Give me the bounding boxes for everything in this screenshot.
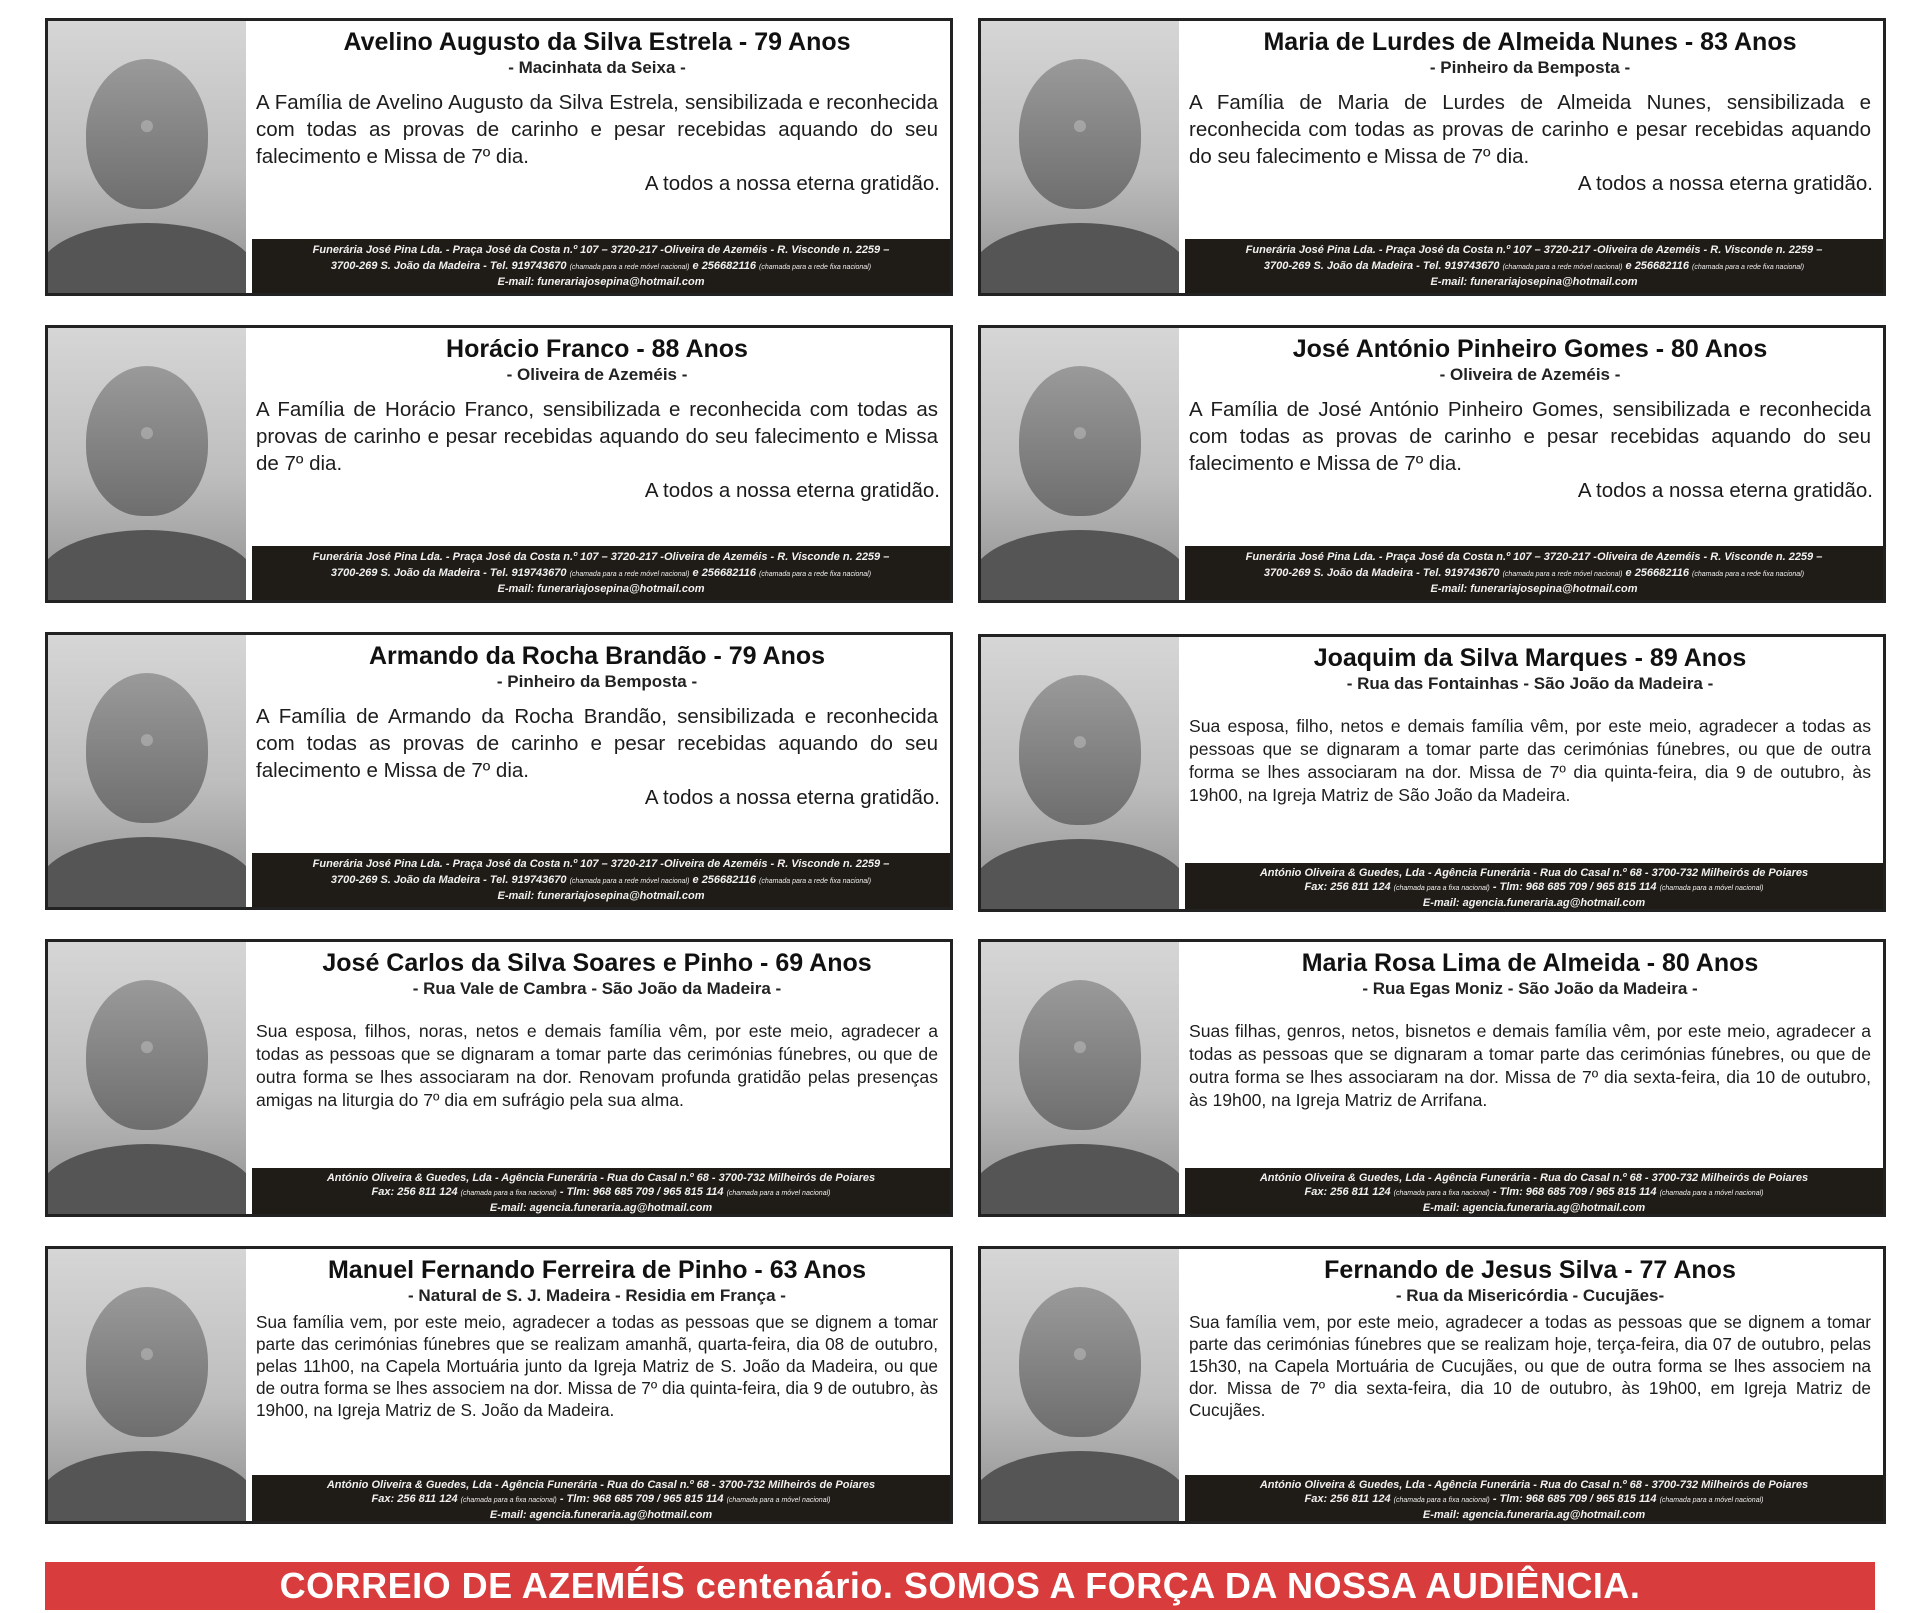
funeral-home-footer [252, 1475, 950, 1521]
obituary-card [978, 634, 1886, 912]
obituary-card [45, 18, 953, 296]
footer-address: António Oliveira & Guedes, Lda - Agência Funerária - Rua do Casal n.º 68 - 3700-732 Milheirós de Poiares [1259, 1479, 1809, 1491]
footer-address: Funerária José Pina Lda. - Praça José da Costa n.º 107 – 3720-217 -Oliveira de Azeméis - R. Visconde n. 2259 – [312, 551, 890, 563]
footer-address: António Oliveira & Guedes, Lda - Agência Funerária - Rua do Casal n.º 68 - 3700-732 Milheirós de Poiares [326, 1479, 876, 1491]
obituary-card [45, 1246, 953, 1524]
obituary-location: - Macinhata da Seixa - [508, 58, 686, 77]
obituary-text: A Família de Horácio Franco, sensibilizada e reconhecida com todas as provas de carinho e pesar recebidas aquando do seu falecimento e Missa de 7º dia. [256, 398, 938, 475]
funeral-home-footer [1185, 239, 1883, 293]
footer-phone: Fax: 256 811 124 (chamada para a fixa nacional) - Tlm: 968 685 709 / 965 815 114 (chamada para a móvel nacional) [1304, 1186, 1764, 1198]
footer-address: António Oliveira & Guedes, Lda - Agência Funerária - Rua do Casal n.º 68 - 3700-732 Milheirós de Poiares [1259, 867, 1809, 879]
obituary-text: A Família de Maria de Lurdes de Almeida Nunes, sensibilizada e reconhecida com todas as provas de carinho e pesar recebidas aquando do seu falecimento e Missa de 7º dia. [1189, 91, 1871, 168]
obituary-gratitude: A todos a nossa eterna gratidão. [644, 479, 940, 502]
person-icon: ● [138, 1337, 156, 1368]
person-icon: ● [1071, 109, 1089, 140]
obituary-card [978, 1246, 1886, 1524]
footer-phone: 3700-269 S. João da Madeira - Tel. 919743670 (chamada para a rede móvel nacional) e 256682116 (chamada para a rede fixa nacional) [330, 259, 872, 272]
footer-email: E-mail: funerariajosepina@hotmail.com [497, 890, 705, 902]
funeral-home-footer [252, 239, 950, 293]
footer-phone: Fax: 256 811 124 (chamada para a fixa nacional) - Tlm: 968 685 709 / 965 815 114 (chamada para a móvel nacional) [371, 1186, 831, 1198]
person-icon: ● [138, 109, 156, 140]
obituary-name: Horácio Franco - 88 Anos [446, 335, 748, 363]
footer-email: E-mail: agencia.funeraria.ag@hotmail.com [1422, 1202, 1646, 1214]
obituary-location: - Pinheiro da Bemposta - [496, 672, 698, 691]
obituary-gratitude: A todos a nossa eterna gratidão. [644, 786, 940, 809]
footer-phone: 3700-269 S. João da Madeira - Tel. 919743670 (chamada para a rede móvel nacional) e 256682116 (chamada para a rede fixa nacional) [330, 873, 872, 886]
obituary-gratitude: A todos a nossa eterna gratidão. [1577, 479, 1873, 502]
footer-address: Funerária José Pina Lda. - Praça José da Costa n.º 107 – 3720-217 -Oliveira de Azeméis - R. Visconde n. 2259 – [312, 858, 890, 870]
obituary-card [45, 325, 953, 603]
person-icon: ● [1071, 1337, 1089, 1368]
obituary-name: Manuel Fernando Ferreira de Pinho - 63 Anos [327, 1256, 867, 1284]
footer-email: E-mail: funerariajosepina@hotmail.com [1430, 276, 1638, 288]
portrait-photo [48, 1249, 246, 1521]
funeral-home-footer [1185, 863, 1883, 909]
footer-address: Funerária José Pina Lda. - Praça José da Costa n.º 107 – 3720-217 -Oliveira de Azeméis - R. Visconde n. 2259 – [1245, 551, 1823, 563]
portrait-photo [981, 1249, 1179, 1521]
obituary-card [978, 18, 1886, 296]
portrait-photo [981, 21, 1179, 293]
obituary-text: Sua família vem, por este meio, agradecer a todas as pessoas que se dignem a tomar parte das cerimónias fúnebres que se realizam amanhã, quarta-feira, dia 08 de outubro, pelas 11h00, na Capela Mortuária junto da Igreja Matriz de S. João da Madeira, ou que de outra forma se lhes associem na dor. Missa de 7º dia quinta-feira, dia 9 de outubro, às 19h00, na Igreja Matriz de S. João da Madeira. [256, 1312, 938, 1420]
footer-phone: 3700-269 S. João da Madeira - Tel. 919743670 (chamada para a rede móvel nacional) e 256682116 (chamada para a rede fixa nacional) [1263, 259, 1805, 272]
obituary-card [45, 632, 953, 910]
obituary-name: Maria de Lurdes de Almeida Nunes - 83 Anos [1263, 28, 1797, 56]
obituary-location: - Rua Egas Moniz - São João da Madeira - [1362, 979, 1698, 998]
obituary-text: Sua esposa, filho, netos e demais família vêm, por este meio, agradecer a todas as pessoas que se dignaram a tomar parte das cerimónias fúnebres, ou que de outra forma se lhes associaram na dor. Missa de 7º dia quinta-feira, dia 9 de outubro, às 19h00, na Igreja Matriz de São João da Madeira. [1189, 716, 1871, 805]
obituary-name: Joaquim da Silva Marques - 89 Anos [1313, 644, 1747, 672]
obituary-name: Fernando de Jesus Silva - 77 Anos [1324, 1256, 1736, 1284]
footer-email: E-mail: agencia.funeraria.ag@hotmail.com [1422, 1509, 1646, 1521]
obituary-location: - Oliveira de Azeméis - [1439, 365, 1621, 384]
funeral-home-footer [1185, 1475, 1883, 1521]
footer-phone: 3700-269 S. João da Madeira - Tel. 919743670 (chamada para a rede móvel nacional) e 256682116 (chamada para a rede fixa nacional) [1263, 566, 1805, 579]
footer-phone: Fax: 256 811 124 (chamada para a fixa nacional) - Tlm: 968 685 709 / 965 815 114 (chamada para a móvel nacional) [1304, 1493, 1764, 1505]
footer-address: António Oliveira & Guedes, Lda - Agência Funerária - Rua do Casal n.º 68 - 3700-732 Milheirós de Poiares [326, 1172, 876, 1184]
obituary-location: - Rua da Misericórdia - Cucujães- [1395, 1286, 1665, 1305]
obituary-text: A Família de José António Pinheiro Gomes, sensibilizada e reconhecida com todas as provas de carinho e pesar recebidas aquando do seu falecimento e Missa de 7º dia. [1189, 398, 1871, 475]
footer-address: Funerária José Pina Lda. - Praça José da Costa n.º 107 – 3720-217 -Oliveira de Azeméis - R. Visconde n. 2259 – [1245, 244, 1823, 256]
obituary-text: Suas filhas, genros, netos, bisnetos e demais família vêm, por este meio, agradecer a todas as pessoas que se dignaram a tomar parte das cerimónias fúnebres, ou que de outra forma se lhes associaram na dor. Missa de 7º dia sexta-feira, dia 10 de outubro, às 19h00, na Igreja Matriz de Arrifana. [1189, 1021, 1871, 1110]
portrait-photo [48, 942, 246, 1214]
portrait-photo [48, 328, 246, 600]
footer-address: Funerária José Pina Lda. - Praça José da Costa n.º 107 – 3720-217 -Oliveira de Azeméis - R. Visconde n. 2259 – [312, 244, 890, 256]
footer-email: E-mail: funerariajosepina@hotmail.com [1430, 583, 1638, 595]
person-icon: ● [1071, 725, 1089, 756]
funeral-home-footer [1185, 546, 1883, 600]
obituary-location: - Natural de S. J. Madeira - Residia em França - [408, 1286, 786, 1305]
footer-phone: Fax: 256 811 124 (chamada para a fixa nacional) - Tlm: 968 685 709 / 965 815 114 (chamada para a móvel nacional) [1304, 881, 1764, 893]
portrait-photo [981, 637, 1179, 909]
footer-address: António Oliveira & Guedes, Lda - Agência Funerária - Rua do Casal n.º 68 - 3700-732 Milheirós de Poiares [1259, 1172, 1809, 1184]
obituary-name: José Carlos da Silva Soares e Pinho - 69 Anos [322, 949, 872, 977]
obituary-text: Sua família vem, por este meio, agradecer a todas as pessoas que se dignem a tomar parte das cerimónias fúnebres que se realizam hoje, terça-feira, dia 07 de outubro, pelas 15h30, na Capela Mortuária de Cucujães, ou que de outra forma se lhes associem na dor. Missa de 7º dia sexta-feira, dia 10 de outubro, às 19h00, em Igreja Matriz de Cucujães. [1189, 1312, 1871, 1420]
footer-phone: Fax: 256 811 124 (chamada para a fixa nacional) - Tlm: 968 685 709 / 965 815 114 (chamada para a móvel nacional) [371, 1493, 831, 1505]
obituary-name: Avelino Augusto da Silva Estrela - 79 Anos [343, 28, 851, 56]
portrait-photo [981, 942, 1179, 1214]
obituary-location: - Pinheiro da Bemposta - [1429, 58, 1631, 77]
obituary-name: Maria Rosa Lima de Almeida - 80 Anos [1301, 949, 1759, 977]
portrait-photo [48, 21, 246, 293]
obituary-gratitude: A todos a nossa eterna gratidão. [644, 172, 940, 195]
obituary-card [978, 325, 1886, 603]
funeral-home-footer [252, 1168, 950, 1214]
portrait-photo [981, 328, 1179, 600]
footer-email: E-mail: funerariajosepina@hotmail.com [497, 583, 705, 595]
obituary-location: - Oliveira de Azeméis - [506, 365, 688, 384]
person-icon: ● [1071, 1030, 1089, 1061]
obituary-name: Armando da Rocha Brandão - 79 Anos [368, 642, 826, 670]
obituary-location: - Rua das Fontainhas - São João da Madeira - [1346, 674, 1714, 693]
obituary-location: - Rua Vale de Cambra - São João da Madeira - [412, 979, 782, 998]
person-icon: ● [138, 1030, 156, 1061]
obituary-gratitude: A todos a nossa eterna gratidão. [1577, 172, 1873, 195]
obituary-text: A Família de Avelino Augusto da Silva Estrela, sensibilizada e reconhecida com todas as provas de carinho e pesar recebidas aquando do seu falecimento e Missa de 7º dia. [256, 91, 938, 168]
newspaper-banner: CORREIO DE AZEMÉIS centenário. SOMOS A FORÇA DA NOSSA AUDIÊNCIA. [45, 1562, 1875, 1610]
obituary-card [45, 939, 953, 1217]
footer-email: E-mail: funerariajosepina@hotmail.com [497, 276, 705, 288]
footer-email: E-mail: agencia.funeraria.ag@hotmail.com [489, 1509, 713, 1521]
obituary-text: A Família de Armando da Rocha Brandão, sensibilizada e reconhecida com todas as provas de carinho e pesar recebidas aquando do seu falecimento e Missa de 7º dia. [256, 705, 938, 782]
obituary-name: José António Pinheiro Gomes - 80 Anos [1292, 335, 1768, 363]
obituary-card [978, 939, 1886, 1217]
portrait-photo [48, 635, 246, 907]
footer-email: E-mail: agencia.funeraria.ag@hotmail.com [489, 1202, 713, 1214]
footer-phone: 3700-269 S. João da Madeira - Tel. 919743670 (chamada para a rede móvel nacional) e 256682116 (chamada para a rede fixa nacional) [330, 566, 872, 579]
funeral-home-footer [1185, 1168, 1883, 1214]
person-icon: ● [138, 416, 156, 447]
funeral-home-footer [252, 853, 950, 907]
person-icon: ● [1071, 416, 1089, 447]
funeral-home-footer [252, 546, 950, 600]
obituary-text: Sua esposa, filhos, noras, netos e demais família vêm, por este meio, agradecer a todas as pessoas que se dignaram a tomar parte das cerimónias fúnebres, ou que de outra forma se lhes associaram na dor. Renovam profunda gratidão pelas presenças amigas na liturgia do 7º dia em sufrágio pela sua alma. [256, 1021, 938, 1110]
footer-email: E-mail: agencia.funeraria.ag@hotmail.com [1422, 897, 1646, 909]
person-icon: ● [138, 723, 156, 754]
